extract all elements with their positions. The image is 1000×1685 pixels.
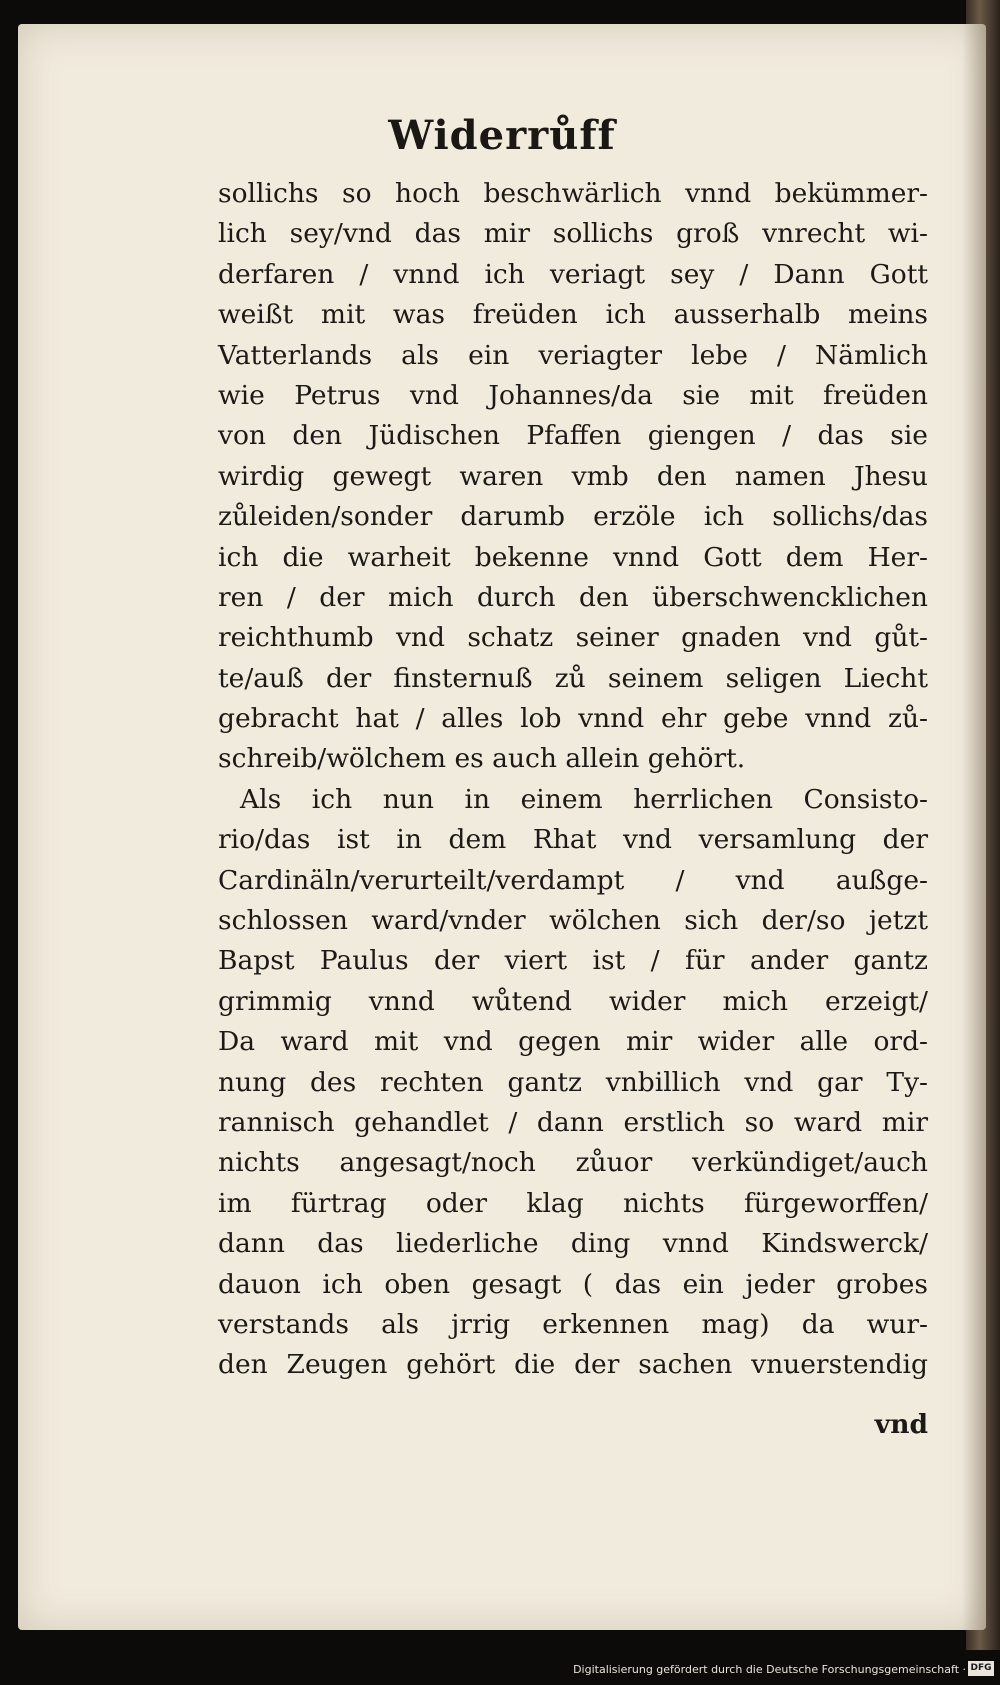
text-line: Cardinäln/verurteilt/verdampt / vnd außge- [218,864,928,896]
text-line: rio/das ist in dem Rhat vnd versamlung der [218,824,928,856]
text-line: te/auß der finsternuß zů seinem seligen Liecht [218,662,928,694]
digitization-credit: Digitalisierung gefördert durch die Deutsche Forschungsgemeinschaft · [573,1663,966,1676]
text-line: Da ward mit vnd gegen mir wider alle ord- [218,1026,928,1058]
text-line: weißt mit was freüden ich ausserhalb meins [218,299,928,331]
text-line: schlossen ward/vnder wölchen sich der/so jetzt [218,905,928,937]
catchword: vnd [874,1409,928,1440]
text-block [218,174,928,1386]
text-line: dauon ich oben gesagt ( das ein jeder grobes [218,1268,928,1300]
text-line: nichts angesagt/noch zůuor verkündiget/auch [218,1147,928,1179]
text-line: derfaren / vnnd ich veriagt sey / Dann Gott [218,258,928,290]
running-head: Widerrůff [388,112,616,159]
dfg-logo: DFG [968,1661,994,1676]
text-line: im fürtrag oder klag nichts fürgeworffen/ [218,1187,928,1219]
text-line: reichthumb vnd schatz seiner gnaden vnd gůt- [218,622,928,654]
text-line: schreib/wölchem es auch allein gehört. [218,743,746,775]
text-line: Bapst Paulus der viert ist / für ander gantz [218,945,928,977]
text-line: dann das liederliche ding vnnd Kindswerck/ [218,1228,928,1260]
text-line: grimmig vnnd wůtend wider mich erzeigt/ [218,985,928,1017]
text-line: wie Petrus vnd Johannes/da sie mit freüden [218,379,928,411]
text-line: verstands als jrrig erkennen mag) da wur- [218,1308,928,1340]
text-line: von den Jüdischen Pfaffen giengen / das sie [218,420,928,452]
text-line: lich sey/vnd das mir sollichs groß vnrecht wi- [218,218,928,250]
book-page [18,24,986,1630]
text-line: sollichs so hoch beschwärlich vnnd bekümmer- [218,178,928,209]
text-line: nung des rechten gantz vnbillich vnd gar Ty- [218,1066,928,1098]
text-line: rannisch gehandlet / dann erstlich so ward mir [218,1106,928,1138]
text-line: gebracht hat / alles lob vnnd ehr gebe vnnd zů- [218,703,928,735]
text-line: Als ich nun in einem herrlichen Consisto- [240,783,928,815]
text-line: den Zeugen gehört die der sachen vnuerstendig [218,1349,928,1381]
text-line: wirdig gewegt waren vmb den namen Jhesu [218,460,928,492]
text-line: ren / der mich durch den überschwencklichen [218,581,928,613]
text-line: Vatterlands als ein veriagter lebe / Nämlich [218,339,928,371]
text-line: zůleiden/sonder darumb erzöle ich sollichs/das [218,501,928,533]
text-line: ich die warheit bekenne vnnd Gott dem Her- [218,541,928,573]
page-fold-shadow [962,24,986,1630]
